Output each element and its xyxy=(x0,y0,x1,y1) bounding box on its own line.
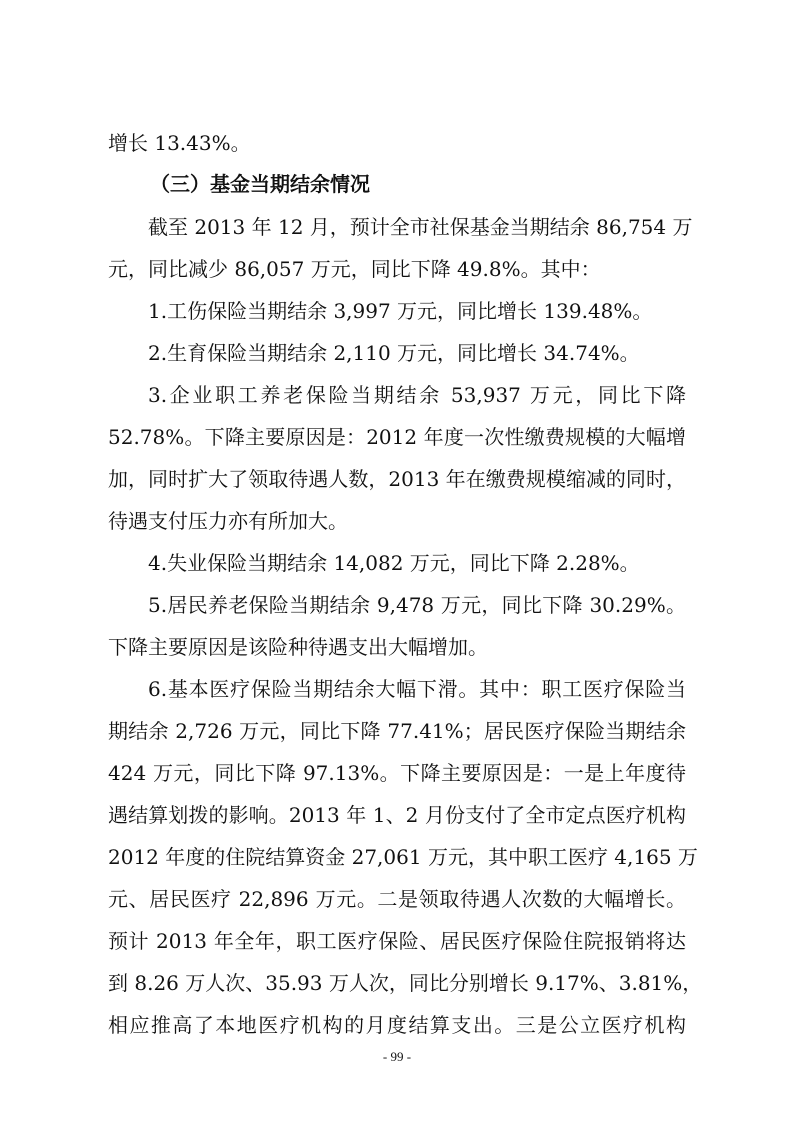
paragraph-line: 加，同时扩大了领取待遇人数，2013 年在缴费规模缩减的同时， xyxy=(108,467,686,491)
paragraph-line: 到 8.26 万人次、35.93 万人次，同比分别增长 9.17%、3.81%， xyxy=(108,971,703,995)
paragraph-line: 元，同比减少 86,057 万元，同比下降 49.8%。其中： xyxy=(108,257,601,281)
paragraph-line: 预计 2013 年全年，职工医疗保险、居民医疗保险住院报销将达 xyxy=(108,929,686,953)
paragraph-line: 期结余 2,726 万元，同比下降 77.41%；居民医疗保险当期结余 xyxy=(108,719,686,743)
paragraph-line: 元、居民医疗 22,896 万元。二是领取待遇人次数的大幅增长。 xyxy=(108,887,686,911)
paragraph-line: 52.78%。下降主要原因是：2012 年度一次性缴费规模的大幅增 xyxy=(108,425,686,449)
section-heading: （三）基金当期结余情况 xyxy=(150,172,370,196)
paragraph-line: 遇结算划拨的影响。2013 年 1、2 月份支付了全市定点医疗机构 xyxy=(108,803,686,827)
paragraph-line: 待遇支付压力亦有所加大。 xyxy=(108,509,348,533)
paragraph-line: 2.生育保险当期结余 2,110 万元，同比增长 34.74%。 xyxy=(148,341,640,365)
paragraph-line: 1.工伤保险当期结余 3,997 万元，同比增长 139.48%。 xyxy=(148,299,653,323)
text-line-continuation: 增长 13.43%。 xyxy=(108,131,251,155)
page-number: - 99 - xyxy=(382,1049,412,1064)
paragraph-line: 截至 2013 年 12 月，预计全市社保基金当期结余 86,754 万 xyxy=(148,215,693,239)
paragraph-line: 相应推高了本地医疗机构的月度结算支出。三是公立医疗机构 xyxy=(108,1013,686,1037)
paragraph-line: 3.企业职工养老保险当期结余 53,937 万元，同比下降 xyxy=(148,383,686,407)
paragraph-line: 424 万元，同比下降 97.13%。下降主要原因是：一是上年度待 xyxy=(108,761,686,785)
paragraph-line: 4.失业保险当期结余 14,082 万元，同比下降 2.28%。 xyxy=(148,551,640,575)
paragraph-line: 6.基本医疗保险当期结余大幅下滑。其中：职工医疗保险当 xyxy=(148,677,686,701)
paragraph-line: 2012 年度的住院结算资金 27,061 万元，其中职工医疗 4,165 万 xyxy=(108,845,698,869)
paragraph-line: 5.居民养老保险当期结余 9,478 万元，同比下降 30.29%。 xyxy=(148,593,686,617)
paragraph-line: 下降主要原因是该险种待遇支出大幅增加。 xyxy=(108,635,488,659)
